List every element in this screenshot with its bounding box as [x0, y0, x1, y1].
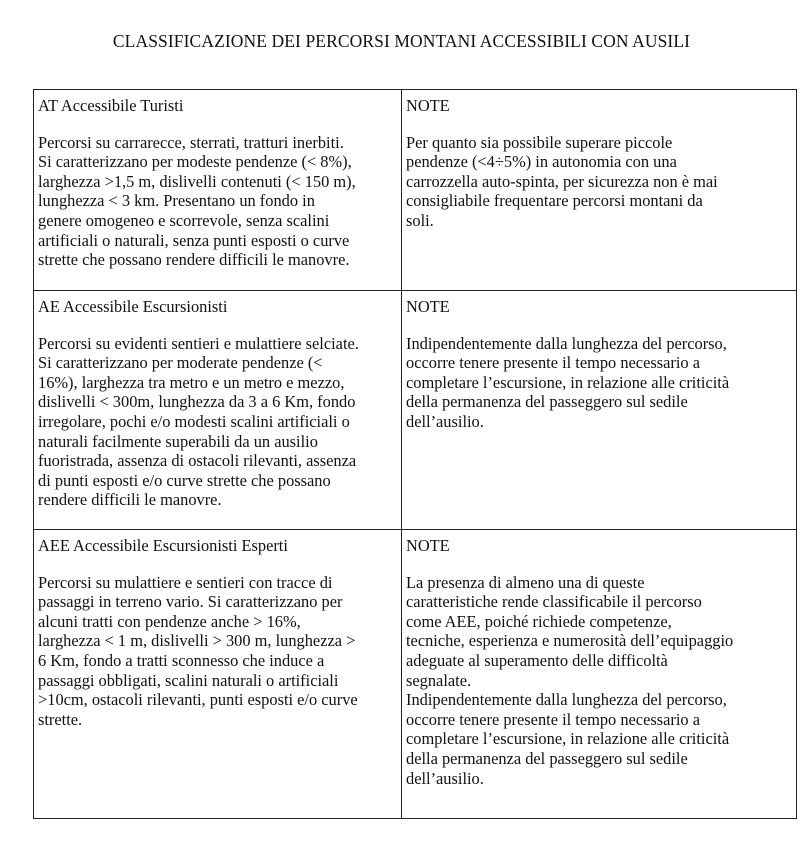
- description-line: Percorsi su carrarecce, sterrati, tratturi inerbiti.: [38, 132, 344, 152]
- description-line: lunghezza < 3 km. Presentano un fondo in: [38, 191, 315, 211]
- category-heading: AE Accessibile Escursionisti: [38, 297, 228, 316]
- description-line: rendere difficili le manovre.: [38, 490, 222, 510]
- description-line: Percorsi su mulattiere e sentieri con tracce di: [38, 572, 333, 592]
- note-line: La presenza di almeno una di queste: [406, 572, 645, 592]
- description-line: passaggi in terreno vario. Si caratterizzano per: [38, 592, 343, 612]
- note-line: Per quanto sia possibile superare piccole: [406, 132, 673, 152]
- note-line: occorre tenere presente il tempo necessario a: [406, 709, 700, 729]
- note-heading: NOTE: [406, 297, 450, 316]
- description-line: naturali facilmente superabili da un ausilio: [38, 431, 318, 451]
- note-cell: [402, 90, 797, 291]
- description-line: fuoristrada, assenza di ostacoli rilevanti, assenza: [38, 451, 357, 471]
- description-line: 16%), larghezza tra metro e un metro e mezzo,: [38, 372, 345, 392]
- description-line: Percorsi su evidenti sentieri e mulattiere selciate.: [38, 333, 359, 353]
- note-line: occorre tenere presente il tempo necessario a: [406, 353, 700, 373]
- description-line: Si caratterizzano per modeste pendenze (< 8%),: [38, 152, 352, 172]
- note-line: dell’ausilio.: [406, 768, 484, 788]
- note-line: completare l’escursione, in relazione alle criticità: [406, 372, 730, 392]
- note-line: tecniche, esperienza e numerosità dell’equipaggio: [406, 631, 734, 651]
- description-line: Si caratterizzano per moderate pendenze (<: [38, 353, 323, 373]
- description-line: irregolare, pochi e/o modesti scalini artificiali o: [38, 411, 350, 431]
- description-line: di punti esposti e/o curve strette che possano: [38, 470, 331, 490]
- note-line: della permanenza del passeggero sul sedile: [406, 392, 688, 412]
- note-line: Indipendentemente dalla lunghezza del percorso,: [406, 690, 727, 710]
- description-line: strette.: [38, 709, 83, 729]
- description-line: passaggi obbligati, scalini naturali o artificiali: [38, 670, 339, 690]
- description-line: dislivelli < 300m, lunghezza da 3 a 6 Km, fondo: [38, 392, 356, 412]
- description-line: larghezza >1,5 m, dislivelli contenuti (< 150 m),: [38, 171, 356, 191]
- note-line: caratteristiche rende classificabile il percorso: [406, 592, 702, 612]
- note-line: della permanenza del passeggero sul sedile: [406, 748, 688, 768]
- category-heading: AT Accessibile Turisti: [38, 96, 184, 115]
- note-heading: NOTE: [406, 536, 450, 555]
- note-line: segnalate.: [406, 670, 472, 690]
- note-line: consigliabile frequentare percorsi montani da: [406, 191, 703, 211]
- note-heading: NOTE: [406, 96, 450, 115]
- note-line: soli.: [406, 210, 434, 230]
- description-cell: [34, 291, 402, 530]
- description-cell: [34, 90, 402, 291]
- description-line: artificiali o naturali, senza punti esposti o curve: [38, 230, 350, 250]
- note-line: adeguate al superamento delle difficoltà: [406, 650, 668, 670]
- table-row: [34, 291, 797, 530]
- description-line: larghezza < 1 m, dislivelli > 300 m, lunghezza >: [38, 631, 356, 651]
- note-cell: [402, 530, 797, 819]
- description-line: 6 Km, fondo a tratti sconnesso che induce a: [38, 650, 325, 670]
- table-row: [34, 90, 797, 291]
- note-cell: [402, 291, 797, 530]
- classification-table: [33, 89, 797, 819]
- note-line: carrozzella auto-spinta, per sicurezza non è mai: [406, 171, 718, 191]
- note-line: Indipendentemente dalla lunghezza del percorso,: [406, 333, 727, 353]
- description-line: >10cm, ostacoli rilevanti, punti esposti e/o curve: [38, 690, 358, 710]
- description-line: genere omogeneo e scorrevole, senza scalini: [38, 210, 330, 230]
- category-heading: AEE Accessibile Escursionisti Esperti: [38, 536, 288, 555]
- note-line: pendenze (<4÷5%) in autonomia con una: [406, 152, 677, 172]
- document-title: CLASSIFICAZIONE DEI PERCORSI MONTANI ACCESSIBILI CON AUSILI: [112, 31, 691, 51]
- description-line: alcuni tratti con pendenze anche > 16%,: [38, 611, 301, 631]
- note-line: completare l’escursione, in relazione alle criticità: [406, 729, 730, 749]
- note-line: come AEE, poiché richiede competenze,: [406, 611, 672, 631]
- note-line: dell’ausilio.: [406, 411, 484, 431]
- description-cell: [34, 530, 402, 819]
- table-row: [34, 530, 797, 819]
- description-line: strette che possano rendere difficili le manovre.: [38, 250, 350, 270]
